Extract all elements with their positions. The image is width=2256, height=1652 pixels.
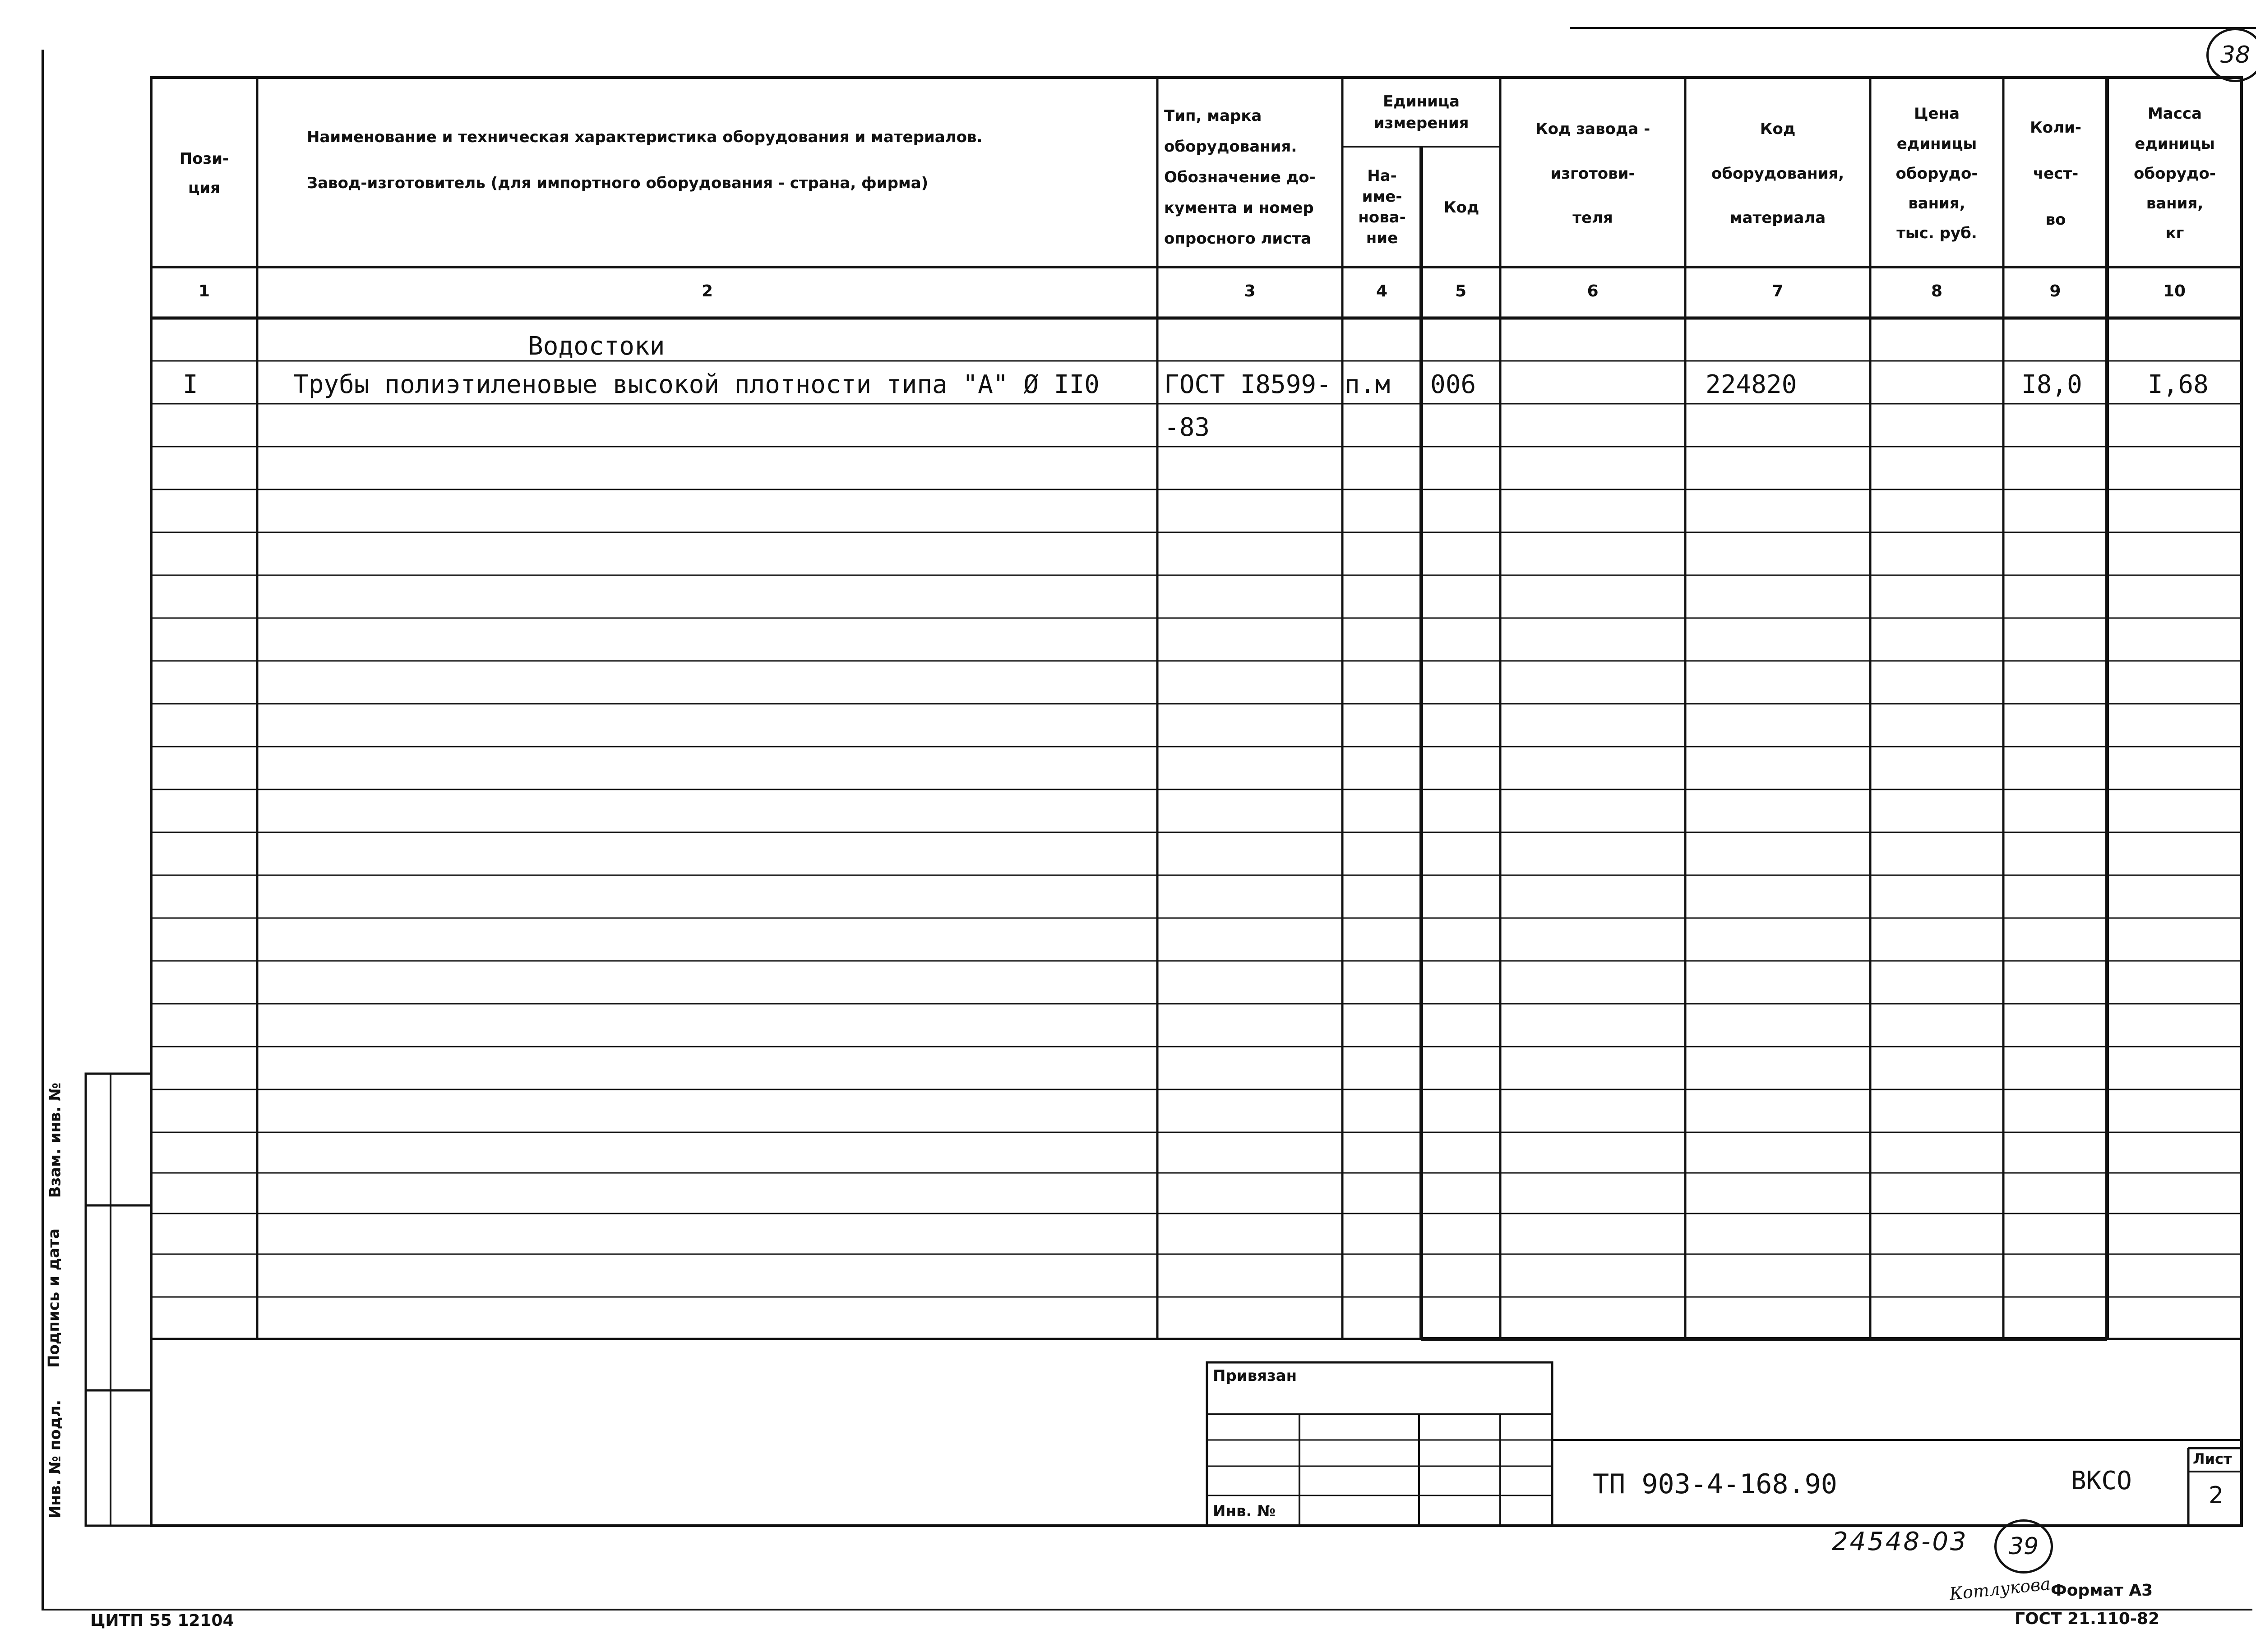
- sidebar-label-inv-original: Инв. № подл.: [46, 1399, 65, 1519]
- archive-number: 24548-03: [1832, 1527, 1968, 1556]
- format-label: Формат А3: [2051, 1581, 2153, 1600]
- header-quantity: Коли- чест- во: [2030, 119, 2081, 229]
- header-type: Тип, марка оборудования. Обозначение до- кумента и номер опросного листа: [1164, 106, 1316, 248]
- col-number-3: 3: [1244, 282, 1256, 300]
- next-page-circle: [1994, 1519, 2053, 1574]
- col-number-2: 2: [701, 282, 713, 300]
- sheet-number: 2: [2209, 1482, 2224, 1509]
- row-quantity: I8,0: [2021, 370, 2082, 399]
- col-number-9: 9: [2049, 282, 2061, 300]
- row-name: Трубы полиэтиленовые высокой плотности типа "А" Ø II0: [293, 370, 1100, 399]
- document-mark: ВКСО: [2071, 1466, 2132, 1495]
- stamp-privyazan: Привязан: [1213, 1367, 1297, 1385]
- citp-label: ЦИТП 55 12104: [90, 1611, 234, 1630]
- sidebar-label-signature-date: Подпись и дата: [45, 1228, 63, 1368]
- row-unit-code: 006: [1430, 370, 1476, 399]
- col-number-10: 10: [2163, 282, 2186, 300]
- row-mass: I,68: [2148, 370, 2209, 399]
- header-mass: Масса единицы оборудо- вания, кг: [2134, 105, 2216, 243]
- row-unit: п.м: [1345, 370, 1391, 399]
- header-equipment-code: Код оборудования, материала: [1711, 120, 1845, 227]
- col-number-5: 5: [1455, 282, 1467, 300]
- gost-label: ГОСТ 21.110-82: [2015, 1610, 2160, 1628]
- sheet-label: Лист: [2193, 1450, 2232, 1467]
- header-position: Пози- ция: [179, 150, 229, 197]
- header-unit-name: На- име- нова- ние: [1358, 167, 1406, 247]
- stamp-inv-no: Инв. №: [1213, 1502, 1276, 1520]
- col-number-8: 8: [1931, 282, 1943, 300]
- signature: Котлукова: [1948, 1574, 2052, 1604]
- row-type: -83: [1164, 413, 1210, 442]
- row-type: ГОСТ I8599-: [1164, 370, 1331, 399]
- section-title: Водостоки: [528, 332, 665, 361]
- header-unit: Единица измерения: [1373, 92, 1469, 132]
- header-price: Цена единицы оборудо- вания, тыс. руб.: [1895, 105, 1978, 243]
- page-number: 38: [2220, 42, 2251, 69]
- sidebar-label-replaced-inv: Взам. инв. №: [46, 1082, 65, 1198]
- header-unit-code: Код: [1443, 198, 1479, 217]
- col-number-1: 1: [198, 282, 210, 300]
- row-equipment-code: 224820: [1706, 370, 1797, 399]
- next-page-number: 39: [2008, 1533, 2039, 1560]
- col-number-4: 4: [1376, 282, 1388, 300]
- header-plant-code: Код завода - изготови- теля: [1535, 120, 1650, 227]
- header-name: Наименование и техническая характеристика оборудования и материалов. Завод-изготовитель (для импортного оборудования - страна, фирма): [307, 128, 983, 192]
- col-number-6: 6: [1587, 282, 1599, 300]
- row-position: I: [183, 370, 198, 399]
- document-code: ТП 903-4-168.90: [1593, 1468, 1837, 1500]
- col-number-7: 7: [1772, 282, 1784, 300]
